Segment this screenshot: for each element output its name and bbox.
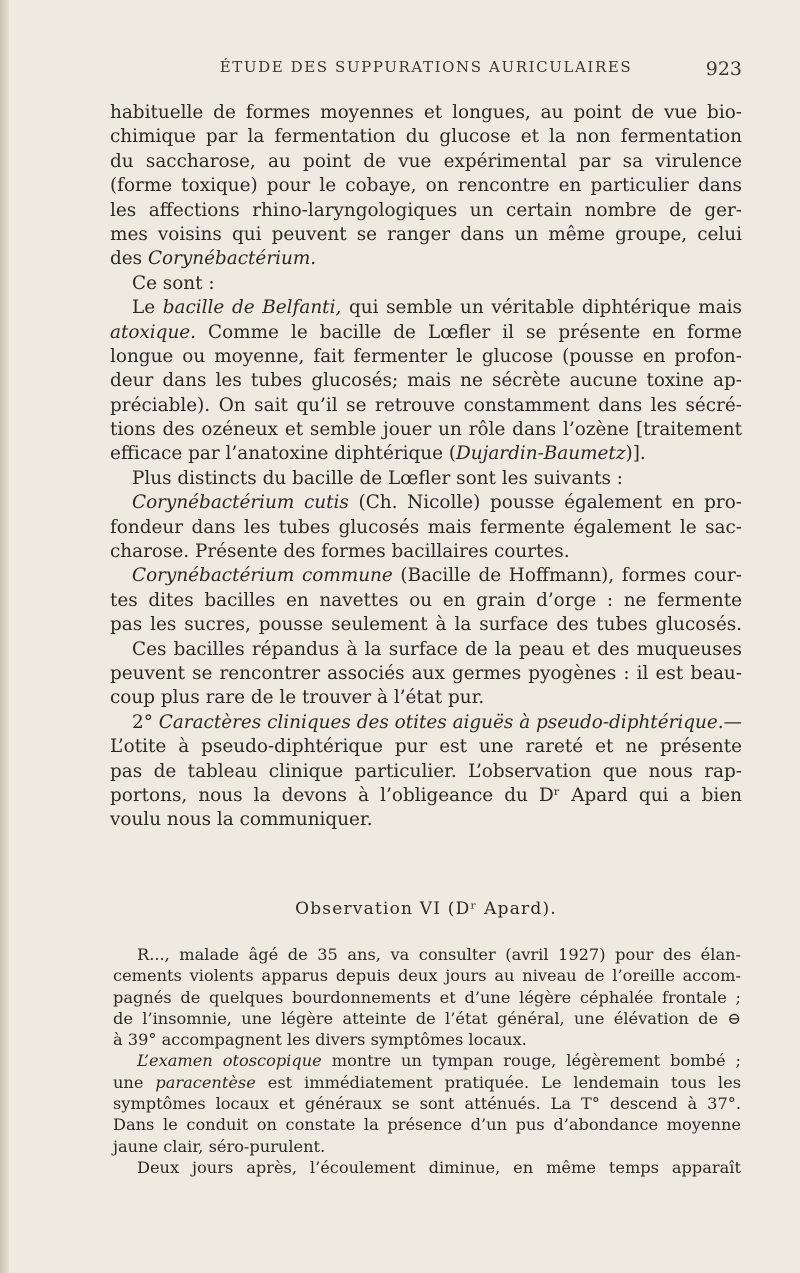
italic-term: Corynébactérium commune [132,565,393,587]
main-text [110,101,742,833]
italic-term: bacille de Belfanti, [162,297,342,319]
text-run: est immédiatement pratiquée. Le lendemain tous les [255,1072,741,1092]
section-title: Caractères cliniques des otites aiguës à pseudo-diphtérique. [158,711,724,733]
text-run: une [113,1072,156,1092]
italic-term: Dujardin-Baumetz [456,443,626,465]
text-run: efficace par l’anatoxine diphtérique ( [110,443,457,465]
text-line: de l’insomnie, une légère atteinte de l’état général, une élévation de ⊖ [113,1008,741,1028]
text-line: mes voisins qui peuvent se ranger dans un même groupe, celui [110,223,742,245]
text-line: préciable). On sait qu’il se retrouve constamment dans les sécré- [110,394,742,416]
page-number: 923 [705,58,742,80]
text-line [110,564,742,588]
italic-term: paracentèse [155,1072,256,1092]
text-line [113,1072,741,1093]
italic-term: Corynébactérium cutis [132,492,349,514]
text-line: charose. Présente des formes bacillaires courtes. [110,541,570,563]
text-line: les affections rhino-laryngologiques un certain nombre de ger- [110,199,742,221]
text-line: fondeur dans les tubes glucosés mais fermente également le sac- [110,516,742,538]
text-run: (Ch. Nicolle) pousse également en pro- [348,492,742,514]
text-line [110,296,742,320]
text-run: Comme le bacille de Lœfler il se présente en forme [196,321,742,343]
text-run: Le [132,297,163,319]
text-line [110,491,742,515]
text-run: montre un tympan rouge, légèrement bombé ; [321,1051,741,1071]
text-line [110,321,742,345]
text-line: R..., malade âgé de 35 ans, va consulter (avril 1927) pour des élan- [137,945,741,964]
running-title: ÉTUDE DES SUPPURATIONS AURICULAIRES [219,58,633,76]
text-line: coup plus rare de le trouver à l’état pur. [110,687,485,709]
text-line: chimique par la fermentation du glucose et la non fermentation [110,126,742,148]
running-header [110,58,742,88]
text-line: longue ou moyenne, fait fermenter le glucose (pousse en profon- [110,345,742,367]
text-line [110,442,742,466]
text-line: Deux jours après, l’écoulement diminue, en même temps apparaît [137,1157,741,1177]
text-line: tions des ozéneux et semble jouer un rôle dans l’ozène [traitement [110,419,742,441]
section-number: 2° [132,711,159,733]
text-line: L’otite à pseudo-diphtérique pur est une rareté et ne présente [110,736,742,758]
italic-term: Corynébactérium. [147,248,317,270]
text-line: pagnés de quelques bourdonnements et d’une légère céphalée frontale ; [113,987,741,1007]
text-line: pas de tableau clinique particulier. L’observation que nous rap- [110,760,742,782]
section-heading-line [110,711,742,735]
text-line: cements violents apparus depuis deux jours au niveau de l’oreille accom- [113,966,741,986]
text-line: deur dans les tubes glucosés; mais ne sécrète aucune toxine ap- [110,370,742,392]
text-line: à 39° accompagnent les divers symptômes locaux. [113,1030,527,1050]
text-line: pas les sucres, pousse seulement à la surface des tubes glucosés. [110,614,742,636]
text-line: portons, nous la devons à l’obligeance du Dʳ Apard qui a bien [110,784,742,806]
text-line: Ces bacilles répandus à la surface de la peau et des muqueuses [132,638,742,660]
text-run: des [110,248,148,270]
text-line: Ce sont : [132,272,215,294]
text-run: )]. [625,443,646,465]
italic-term: atoxique. [110,321,197,343]
text-run: — [723,711,742,733]
text-line: Plus distincts du bacille de Lœfler sont les suivants : [132,467,623,489]
text-line: (forme toxique) pour le cobaye, on rencontre en particulier dans [110,175,742,197]
text-line: jaune clair, séro-purulent. [113,1136,326,1156]
text-line: symptômes locaux et généraux se sont atténués. La T° descend à 37°. [113,1094,741,1114]
italic-term: L’examen otoscopique [137,1051,322,1071]
text-run: qui semble un véritable diphtérique mais [341,297,742,319]
text-line: peuvent se rencontrer associés aux germes pyogènes : il est beau- [110,662,742,684]
text-line: voulu nous la communiquer. [110,809,373,831]
text-line [113,1050,741,1071]
observation-title: Observation VI (Dʳ Apard). [295,899,557,919]
text-line: Dans le conduit on constate la présence d’un pus d’abondance moyenne [113,1115,741,1135]
text-line: tes dites bacilles en navettes ou en grain d’orge : ne fermente [110,589,742,611]
text-line: habituelle de formes moyennes et longues, au point de vue bio- [110,102,742,123]
text-run: (Bacille de Hoffmann), formes cour- [392,565,742,587]
text-line: du saccharose, au point de vue expérimental par sa virulence [110,150,742,172]
observation-text [113,944,741,1178]
text-line [110,247,742,271]
